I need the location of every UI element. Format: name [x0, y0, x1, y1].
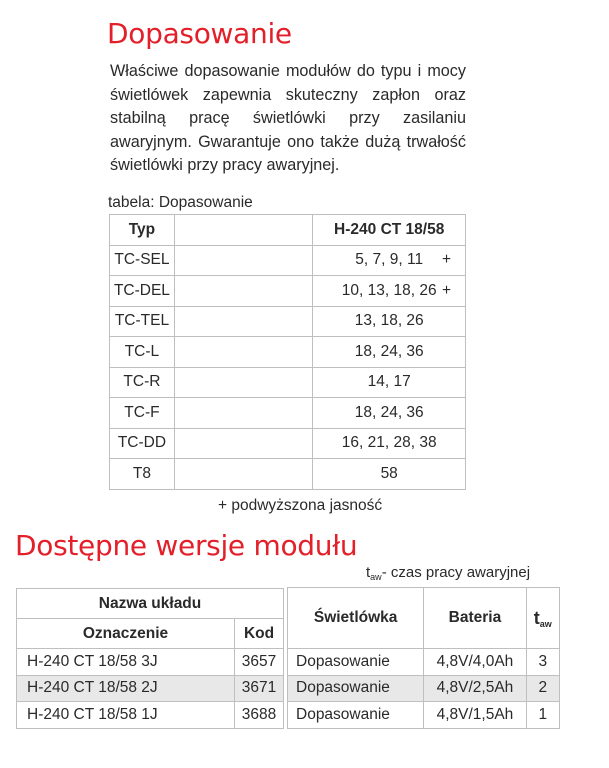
cell-oznaczenie: H-240 CT 18/58 1J — [17, 702, 235, 729]
cell-empty — [174, 398, 313, 429]
table-caption: tabela: Dopasowanie — [108, 194, 253, 211]
table-row — [288, 649, 560, 676]
cell-typ: TC-F — [110, 398, 175, 429]
cell-taw: 3 — [526, 649, 559, 676]
header-model: H-240 CT 18/58 — [313, 215, 466, 246]
table-row — [110, 459, 466, 490]
cell-empty — [174, 276, 313, 307]
header-nazwa-ukladu: Nazwa układu — [17, 589, 284, 619]
cell-empty — [174, 245, 313, 276]
header-swietlowka: Świetlówka — [288, 588, 424, 649]
cell-values: 18, 24, 36 — [313, 337, 466, 368]
cell-empty — [174, 337, 313, 368]
cell-swietlowka: Dopasowanie — [288, 702, 424, 729]
cell-kod: 3671 — [235, 675, 284, 702]
table-row — [110, 398, 466, 429]
module-names-table — [16, 588, 284, 729]
header-oznaczenie: Oznaczenie — [17, 619, 235, 649]
header-typ: Typ — [110, 215, 175, 246]
plus-mark: + — [441, 281, 451, 299]
header-bateria: Bateria — [424, 588, 526, 649]
cell-typ: T8 — [110, 459, 175, 490]
cell-oznaczenie: H-240 CT 18/58 2J — [17, 675, 235, 702]
header-kod: Kod — [235, 619, 284, 649]
header-taw — [526, 588, 559, 649]
module-specs-table — [287, 587, 560, 729]
cell-typ: TC-DEL — [110, 276, 175, 307]
cell-kod: 3688 — [235, 702, 284, 729]
cell-values — [313, 245, 466, 276]
table-row — [110, 428, 466, 459]
cell-typ: TC-R — [110, 367, 175, 398]
cell-swietlowka: Dopasowanie — [288, 649, 424, 676]
cell-bateria: 4,8V/1,5Ah — [424, 702, 526, 729]
cell-bateria: 4,8V/2,5Ah — [424, 675, 526, 702]
cell-kod: 3657 — [235, 649, 284, 676]
section-title-dopasowanie: Dopasowanie — [107, 17, 292, 50]
header-empty — [174, 215, 313, 246]
table-header-row — [110, 215, 466, 246]
cell-bateria: 4,8V/4,0Ah — [424, 649, 526, 676]
table-row — [17, 702, 284, 729]
values-text: 10, 13, 18, 26 — [341, 281, 437, 299]
table-header-row — [288, 588, 560, 649]
taw-header-symbol: t — [533, 607, 540, 628]
cell-swietlowka: Dopasowanie — [288, 675, 424, 702]
cell-empty — [174, 428, 313, 459]
cell-values: 13, 18, 26 — [313, 306, 466, 337]
taw-header-subscript: aw — [539, 618, 552, 629]
table-row — [288, 675, 560, 702]
cell-typ: TC-SEL — [110, 245, 175, 276]
table-row — [110, 367, 466, 398]
table-row — [288, 702, 560, 729]
cell-taw: 2 — [526, 675, 559, 702]
plus-mark: + — [441, 251, 451, 269]
cell-values: 16, 21, 28, 38 — [313, 428, 466, 459]
table-row — [17, 675, 284, 702]
cell-typ: TC-TEL — [110, 306, 175, 337]
compatibility-table — [109, 214, 466, 490]
table-row — [110, 245, 466, 276]
cell-typ: TC-L — [110, 337, 175, 368]
cell-empty — [174, 367, 313, 398]
taw-symbol: t — [366, 564, 371, 581]
table-row — [110, 276, 466, 307]
section-title-versions: Dostępne wersje modułu — [15, 529, 358, 562]
table-row — [17, 649, 284, 676]
group-header-row — [17, 589, 284, 619]
cell-oznaczenie: H-240 CT 18/58 3J — [17, 649, 235, 676]
cell-values: 58 — [313, 459, 466, 490]
cell-empty — [174, 306, 313, 337]
taw-subscript: aw — [370, 572, 382, 582]
cell-typ: TC-DD — [110, 428, 175, 459]
cell-values: 18, 24, 36 — [313, 398, 466, 429]
table-row — [110, 337, 466, 368]
table-row — [110, 306, 466, 337]
cell-empty — [174, 459, 313, 490]
table-header-row — [17, 619, 284, 649]
cell-taw: 1 — [526, 702, 559, 729]
values-text: 5, 7, 9, 11 — [355, 251, 424, 269]
footnote-brightness: + podwyższona jasność — [218, 497, 383, 514]
intro-paragraph: Właściwe dopasowanie modułów do typu i mocy świetlówek zapewnia skuteczny zapłon oraz stabilną pracę świetlówki przy zasilaniu awaryjnym. Gwarantuje ono także dużą trwałość świetlówki przy pracy awaryjnej. — [110, 62, 466, 175]
cell-values — [313, 276, 466, 307]
cell-values: 14, 17 — [313, 367, 466, 398]
taw-legend-text: - czas pracy awaryjnej — [381, 564, 531, 581]
taw-legend — [366, 563, 530, 587]
